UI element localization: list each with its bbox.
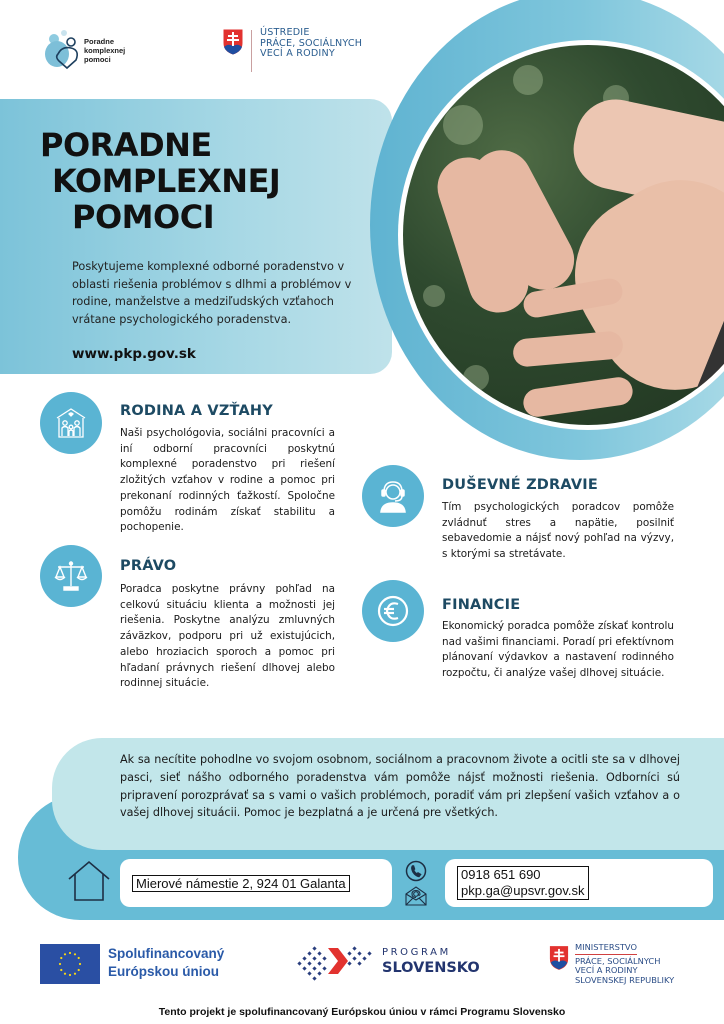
program-label: PROGRAM <box>382 947 451 958</box>
pkp-logo <box>44 28 134 72</box>
title-line: PORADNE <box>40 126 212 164</box>
upsvr-logo-line: VECÍ A RODINY <box>260 48 335 59</box>
eu-flag-icon <box>40 944 100 984</box>
pkp-logo-text <box>84 37 125 64</box>
upsvr-logo-line: ÚSTREDIE <box>260 27 310 38</box>
family-house-icon <box>40 392 102 454</box>
ministry-line: MINISTERSTVO <box>575 943 637 955</box>
title-line: POMOCI <box>72 198 215 236</box>
title-line: KOMPLEXNEJ <box>52 162 281 200</box>
home-icon <box>67 860 111 902</box>
upsvr-logo-line: PRÁCE, SOCIÁLNYCH <box>260 37 363 49</box>
footnote: Tento projekt je spolufinancovaný Európskou úniou v rámci Programu Slovensko <box>158 1006 566 1018</box>
pkp-logo-icon <box>44 28 84 70</box>
headset-person-icon <box>362 465 424 527</box>
service-title-finance: FINANCIE <box>442 597 521 613</box>
ministry-coat-of-arms-icon <box>549 945 569 971</box>
email-address[interactable]: pkp.ga@upsvr.gov.sk <box>461 883 585 898</box>
scales-icon <box>40 545 102 607</box>
email-icon <box>405 886 427 906</box>
contact-details <box>457 866 589 900</box>
info-text: Ak sa necítite pohodlne vo svojom osobnom, sociálnom a pracovnom živote a ocitli ste sa v dlhovej pasci, sieť nášho odborného poradenstva vám pomôže nájsť možnosti riešenia. Odborníci sú pripravení porozprávať sa s vami o vašich problémoch, poradiť vám pri zlepšení vašich vzťahov a o vašej dlhovej situácii. Pomoc je bezplatná a je určená pre všetkých. <box>120 753 680 820</box>
upsvr-logo-text <box>260 28 362 60</box>
service-title-law: PRÁVO <box>120 558 177 574</box>
eu-text-line: Európskou úniou <box>108 964 219 979</box>
euro-icon <box>362 580 424 642</box>
ministry-line: SLOVENSKEJ REPUBLIKY <box>575 974 675 985</box>
website-link[interactable]: www.pkp.gov.sk <box>72 346 196 362</box>
phone-number[interactable]: 0918 651 690 <box>461 867 541 882</box>
address-text: Mierové námestie 2, 924 01 Galanta <box>132 875 350 892</box>
slovensko-label: SLOVENSKO <box>382 960 480 976</box>
service-text-family: Naši psychológovia, sociálni pracovníci a iní odborní pracovníci poskytnú komplexné poradenstvo pri riešení zložitých vzťahov v rodine a pomoc pri prekonaní rodinných ťažkostí. Spoločne pomôžu rodinám získať stabilitu a pochopenie. <box>120 427 335 534</box>
eu-cofinanced-text <box>108 945 224 981</box>
pkp-logo-line: komplexnej <box>84 46 126 55</box>
pkp-logo-line: pomoci <box>84 55 111 64</box>
logo-divider <box>251 30 252 72</box>
hero-description: Poskytujeme komplexné odborné poradenstvo v oblasti riešenia problémov s dlhmi a problémov v rodine, manželstve a medziľudských vzťahoch vrátane psychologického poradenstva. <box>72 260 352 326</box>
service-text-mental-health: Tím psychologických poradcov pomôže zvládnuť stres a napätie, posilniť sebavedomie a nájsť nový pohľad na výzvy, s ktorými sa stretávate. <box>442 501 674 561</box>
service-title-mental-health: DUŠEVNÉ ZDRAVIE <box>442 477 598 493</box>
eu-text-line: Spolufinancovaný <box>108 946 225 961</box>
service-text-law: Poradca poskytne právny pohľad na celkovú situáciu klienta a možnosti jej riešenia. Poskytne analýzu zmluvných záväzkov, podporu pri už existujúcich, alebo hroziacich sporoch a pomoc pri hľadaní právnych riešení dlhovej alebo rodinnej situácie. <box>120 583 335 690</box>
ministry-text <box>575 943 674 985</box>
program-slovensko-logo-icon <box>296 944 376 984</box>
service-title-family: RODINA A VZŤAHY <box>120 403 273 419</box>
phone-icon <box>405 860 427 882</box>
slovak-coat-of-arms-icon <box>222 28 244 56</box>
ministry-line: VECÍ A RODINY <box>575 965 638 976</box>
pkp-logo-line: Poradne <box>84 37 115 46</box>
service-text-finance: Ekonomický poradca pomôže získať kontrolu nad vašimi financiami. Poradí pri efektívnom plánovaní výdavkov a nastavení rodinného rozpočtu, či analýze vašej dlhovej situácie. <box>442 620 675 680</box>
page-title <box>40 127 280 235</box>
ministry-line: PRÁCE, SOCIÁLNYCH <box>575 955 661 966</box>
